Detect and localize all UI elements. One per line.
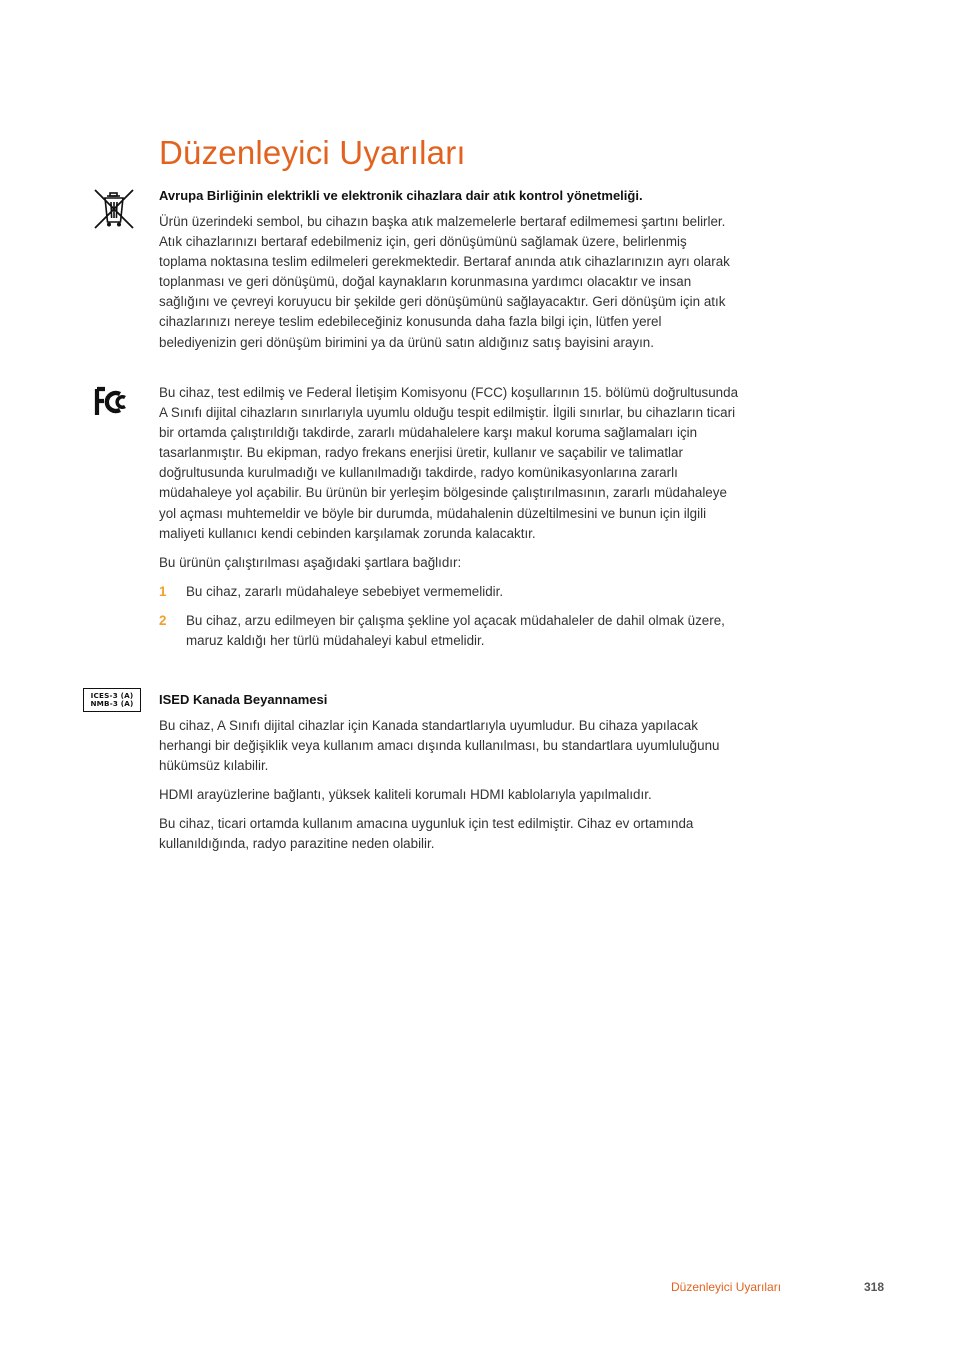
footer-section-label: Düzenleyici Uyarıları (671, 1280, 782, 1294)
page-title: Düzenleyici Uyarıları (159, 134, 466, 171)
footer-page-number: 318 (864, 1280, 885, 1294)
fcc-conditions-intro: Bu ürünün çalıştırılması aşağıdaki şartlara bağlıdır: (159, 554, 462, 570)
list-text: Bu cihaz, zararlı müdahaleye sebebiyet vermemelidir. (186, 583, 504, 599)
fcc-section (159, 383, 799, 660)
ised-paragraph-2: HDMI arayüzlerine bağlantı, yüksek kaliteli korumalı HDMI kablolarıyla yapılmalıdır. (159, 787, 652, 803)
list-item (159, 582, 799, 602)
ised-paragraph-3: Bu cihaz, ticari ortamda kullanım amacına uygunluk için test edilmiştir. Cihaz ev ortamında kullanıldığında, radyo parazitine neden olabilir. (159, 816, 694, 852)
weee-section (159, 186, 799, 362)
list-text: Bu cihaz, arzu edilmeyen bir çalışma şekline yol açacak müdahaleler de dahil olmak üzere, maruz kaldığı her türlü müdahaleyi kabul etmelidir. (186, 612, 725, 649)
list-item (159, 611, 799, 651)
ices-label: ICES-3 (A) (90, 690, 134, 700)
crossed-bin-icon (93, 188, 135, 230)
fcc-conditions-list (159, 582, 799, 651)
list-number: 1 (159, 583, 167, 599)
nmb-label: NMB-3 (A) (90, 699, 134, 708)
ices-nmb-badge (83, 688, 141, 712)
fcc-logo-icon (94, 386, 132, 418)
ised-heading: ISED Kanada Beyannamesi (159, 692, 328, 707)
list-number: 2 (159, 612, 167, 628)
fcc-body: Bu cihaz, test edilmiş ve Federal İletişim Komisyonu (FCC) koşullarının 15. bölümü doğrultusunda A Sınıfı dijital cihazların sınırlarıyla uyumlu olduğu tespit edilmiştir. İlgili sınırlar, bu cihazların ticari bir ortamda çalıştırıldığı takdirde, zararlı müdahalelere karşı makul koruma sağlamaları için tasarlanmıştır. Bu ekipman, radyo frekans enerjisi üretir, kullanır ve saçabilir ve talimatlar doğrultusunda kurulmadığı ve kullanılmadığı takdirde, radyo komünikasyonlarına zararlı müdahaleye yol açabilir. Bu ürünün bir yerleşim bölgesinde çalıştırılmasının, zararlı müdahaleye yol açması muhtemeldir ve böyle bir durumda, müdahalenin düzeltilmesini ve bunun için ilgili maliyeti kullanıcı kendi cebinden karşılamak zorunda kalacaktır. (159, 385, 739, 541)
ised-paragraph-1: Bu cihaz, A Sınıfı dijital cihazlar için Kanada standartlarıyla uyumludur. Bu cihaza yapılacak herhangi bir değişiklik veya kullanım amacı dışında kullanılması, bu standartlara uyumluluğunu hükümsüz kılabilir. (159, 718, 720, 774)
weee-heading: Avrupa Birliğinin elektrikli ve elektronik cihazlara dair atık kontrol yönetmeliği. (159, 188, 643, 203)
weee-body: Ürün üzerindeki sembol, bu cihazın başka atık malzemelerle bertaraf edilmemesi şartını belirler. Atık cihazlarınızı bertaraf edebilmeniz için, geri dönüşümünü sağlamak üzere, belirlenmiş toplama noktasına teslim edilmeleri gerekmektedir. Bertaraf anında atık cihazlarınızın ayrı olarak toplanması ve geri dönüşümü, doğal kaynakların korunmasına yardımcı olacaktır ve insan sağlığını ve çevreyi koruyucu bir şekilde geri dönüşümünü sağlayacaktır. Geri dönüşüm için atık cihazlarınızı nereye teslim edebileceğiniz konusunda daha fazla bilgi için, lütfen yerel belediyenizin geri dönüşüm birimini ya da ürünü satın aldığınız satış bayisini arayın. (159, 214, 730, 350)
ised-section (159, 690, 799, 864)
